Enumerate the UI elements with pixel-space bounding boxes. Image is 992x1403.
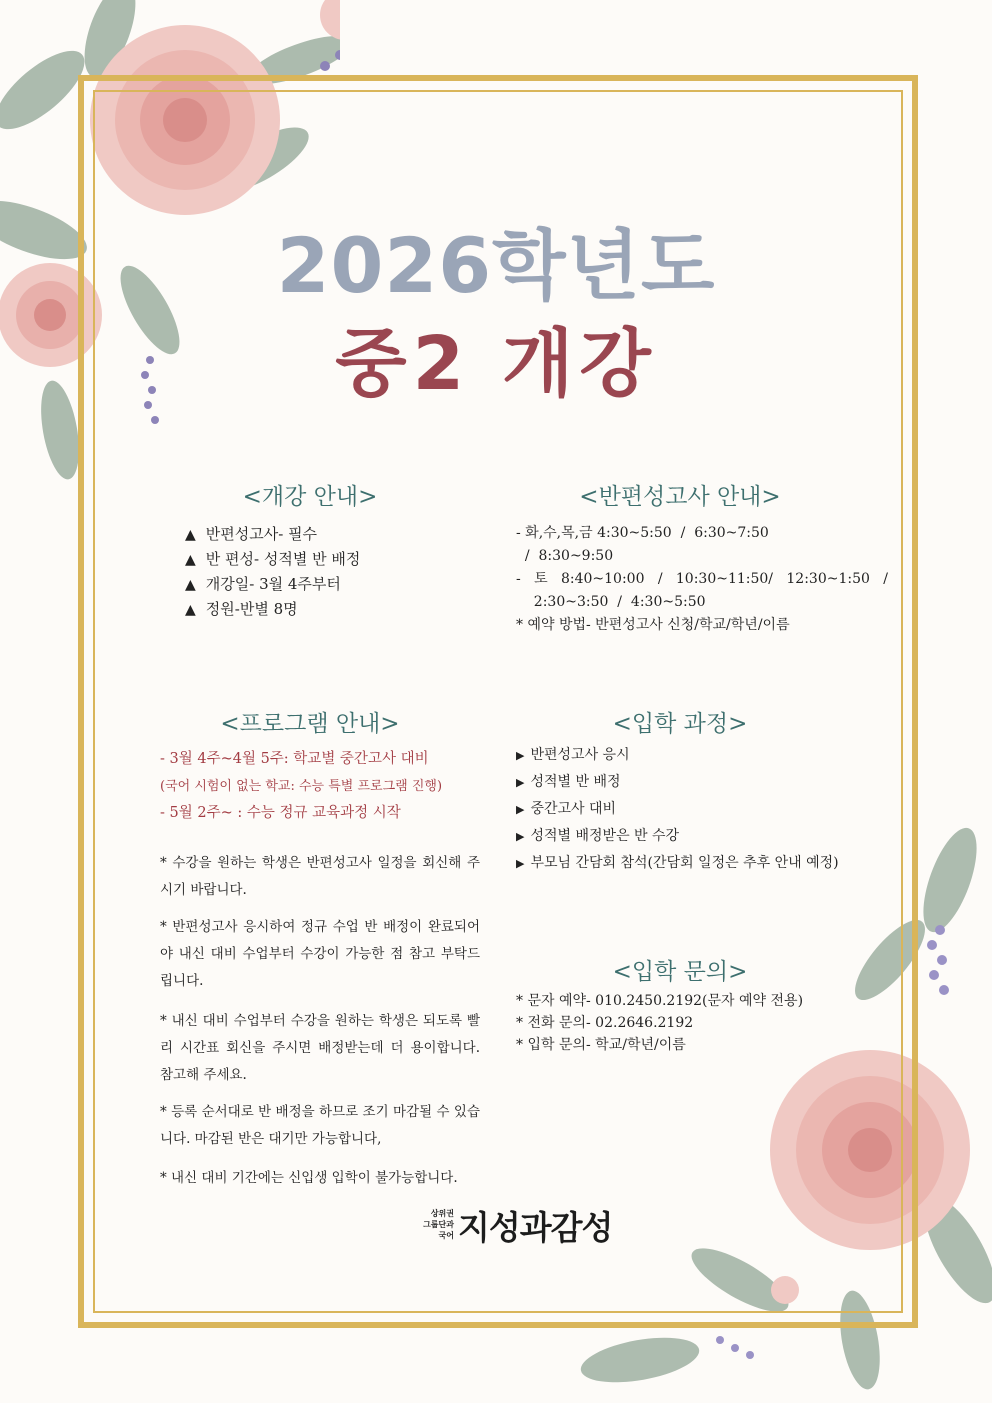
program-note: * 수강을 원하는 학생은 반편성고사 일정을 회신해 주시기 바랍니다.	[160, 855, 480, 898]
admission-process-list	[516, 742, 839, 877]
inquiry-line: * 입학 문의- 학교/학년/이름	[516, 1037, 686, 1053]
placement-test-schedule	[516, 522, 888, 637]
inquiry-heading: <입학 문의>	[612, 959, 748, 985]
schedule-line: - 토 8:40~10:00 / 10:30~11:50/ 12:30~1:50 /	[516, 571, 888, 587]
schedule-line: 2:30~3:50 / 4:30~5:50	[516, 594, 706, 610]
process-step: ▶ 성적별 배정받은 반 수강	[516, 823, 839, 850]
schedule-line: / 8:30~9:50	[516, 548, 614, 564]
logo-tagline: 상위권 그룹단과 국어	[423, 1209, 454, 1240]
title-year: 2026학년도	[276, 221, 716, 310]
program-note: * 반편성고사 응시하여 정규 수업 반 배정이 완료되어야 내신 대비 수업부터 수강이 가능한 점 참고 부탁드립니다.	[160, 919, 480, 989]
admission-process-heading: <입학 과정>	[612, 711, 748, 737]
opening-item: ▲ 개강일- 3월 4주부터	[185, 572, 360, 597]
inquiry-line: * 문자 예약- 010.2450.2192(문자 예약 전용)	[516, 993, 804, 1009]
opening-list	[185, 522, 360, 622]
process-step: ▶ 부모님 간담회 참석(간담회 일정은 추후 안내 예정)	[516, 850, 839, 877]
process-step: ▶ 성적별 반 배정	[516, 769, 839, 796]
process-step: ▶ 반편성고사 응시	[516, 742, 839, 769]
process-step: ▶ 중간고사 대비	[516, 796, 839, 823]
opening-item: ▲ 반편성고사- 필수	[185, 522, 360, 547]
placement-test-heading: <반편성고사 안내>	[579, 484, 781, 510]
program-line: - 5월 2주~ : 수능 정규 교육과정 시작	[160, 805, 401, 821]
program-note: * 등록 순서대로 반 배정을 하므로 조기 마감될 수 있습니다. 마감된 반은 대기만 가능합니다,	[160, 1104, 480, 1147]
schedule-line: * 예약 방법- 반편성고사 신청/학교/학년/이름	[516, 617, 790, 633]
logo-name: 지성과감성	[458, 1208, 613, 1247]
opening-item: ▲ 반 편성- 성적별 반 배정	[185, 547, 360, 572]
schedule-line: - 화,수,목,금 4:30~5:50 / 6:30~7:50	[516, 525, 769, 541]
opening-heading: <개강 안내>	[242, 484, 378, 510]
inquiry-line: * 전화 문의- 02.2646.2192	[516, 1015, 694, 1031]
title-main: 중2 개강	[335, 321, 657, 407]
inquiry-list	[516, 990, 803, 1056]
program-note: * 내신 대비 수업부터 수강을 원하는 학생은 되도록 빨리 시간표 회신을 주시면 배정받는데 더 용이합니다. 참고해 주세요.	[160, 1013, 480, 1083]
program-line: (국어 시험이 없는 학교: 수능 특별 프로그램 진행)	[160, 779, 443, 794]
program-heading: <프로그램 안내>	[220, 711, 400, 737]
program-line: - 3월 4주~4월 5주: 학교별 중간고사 대비	[160, 751, 429, 767]
program-schedule	[160, 746, 442, 827]
opening-item: ▲ 정원-반별 8명	[185, 597, 360, 622]
program-note: * 내신 대비 기간에는 신입생 입학이 불가능합니다.	[160, 1170, 458, 1186]
